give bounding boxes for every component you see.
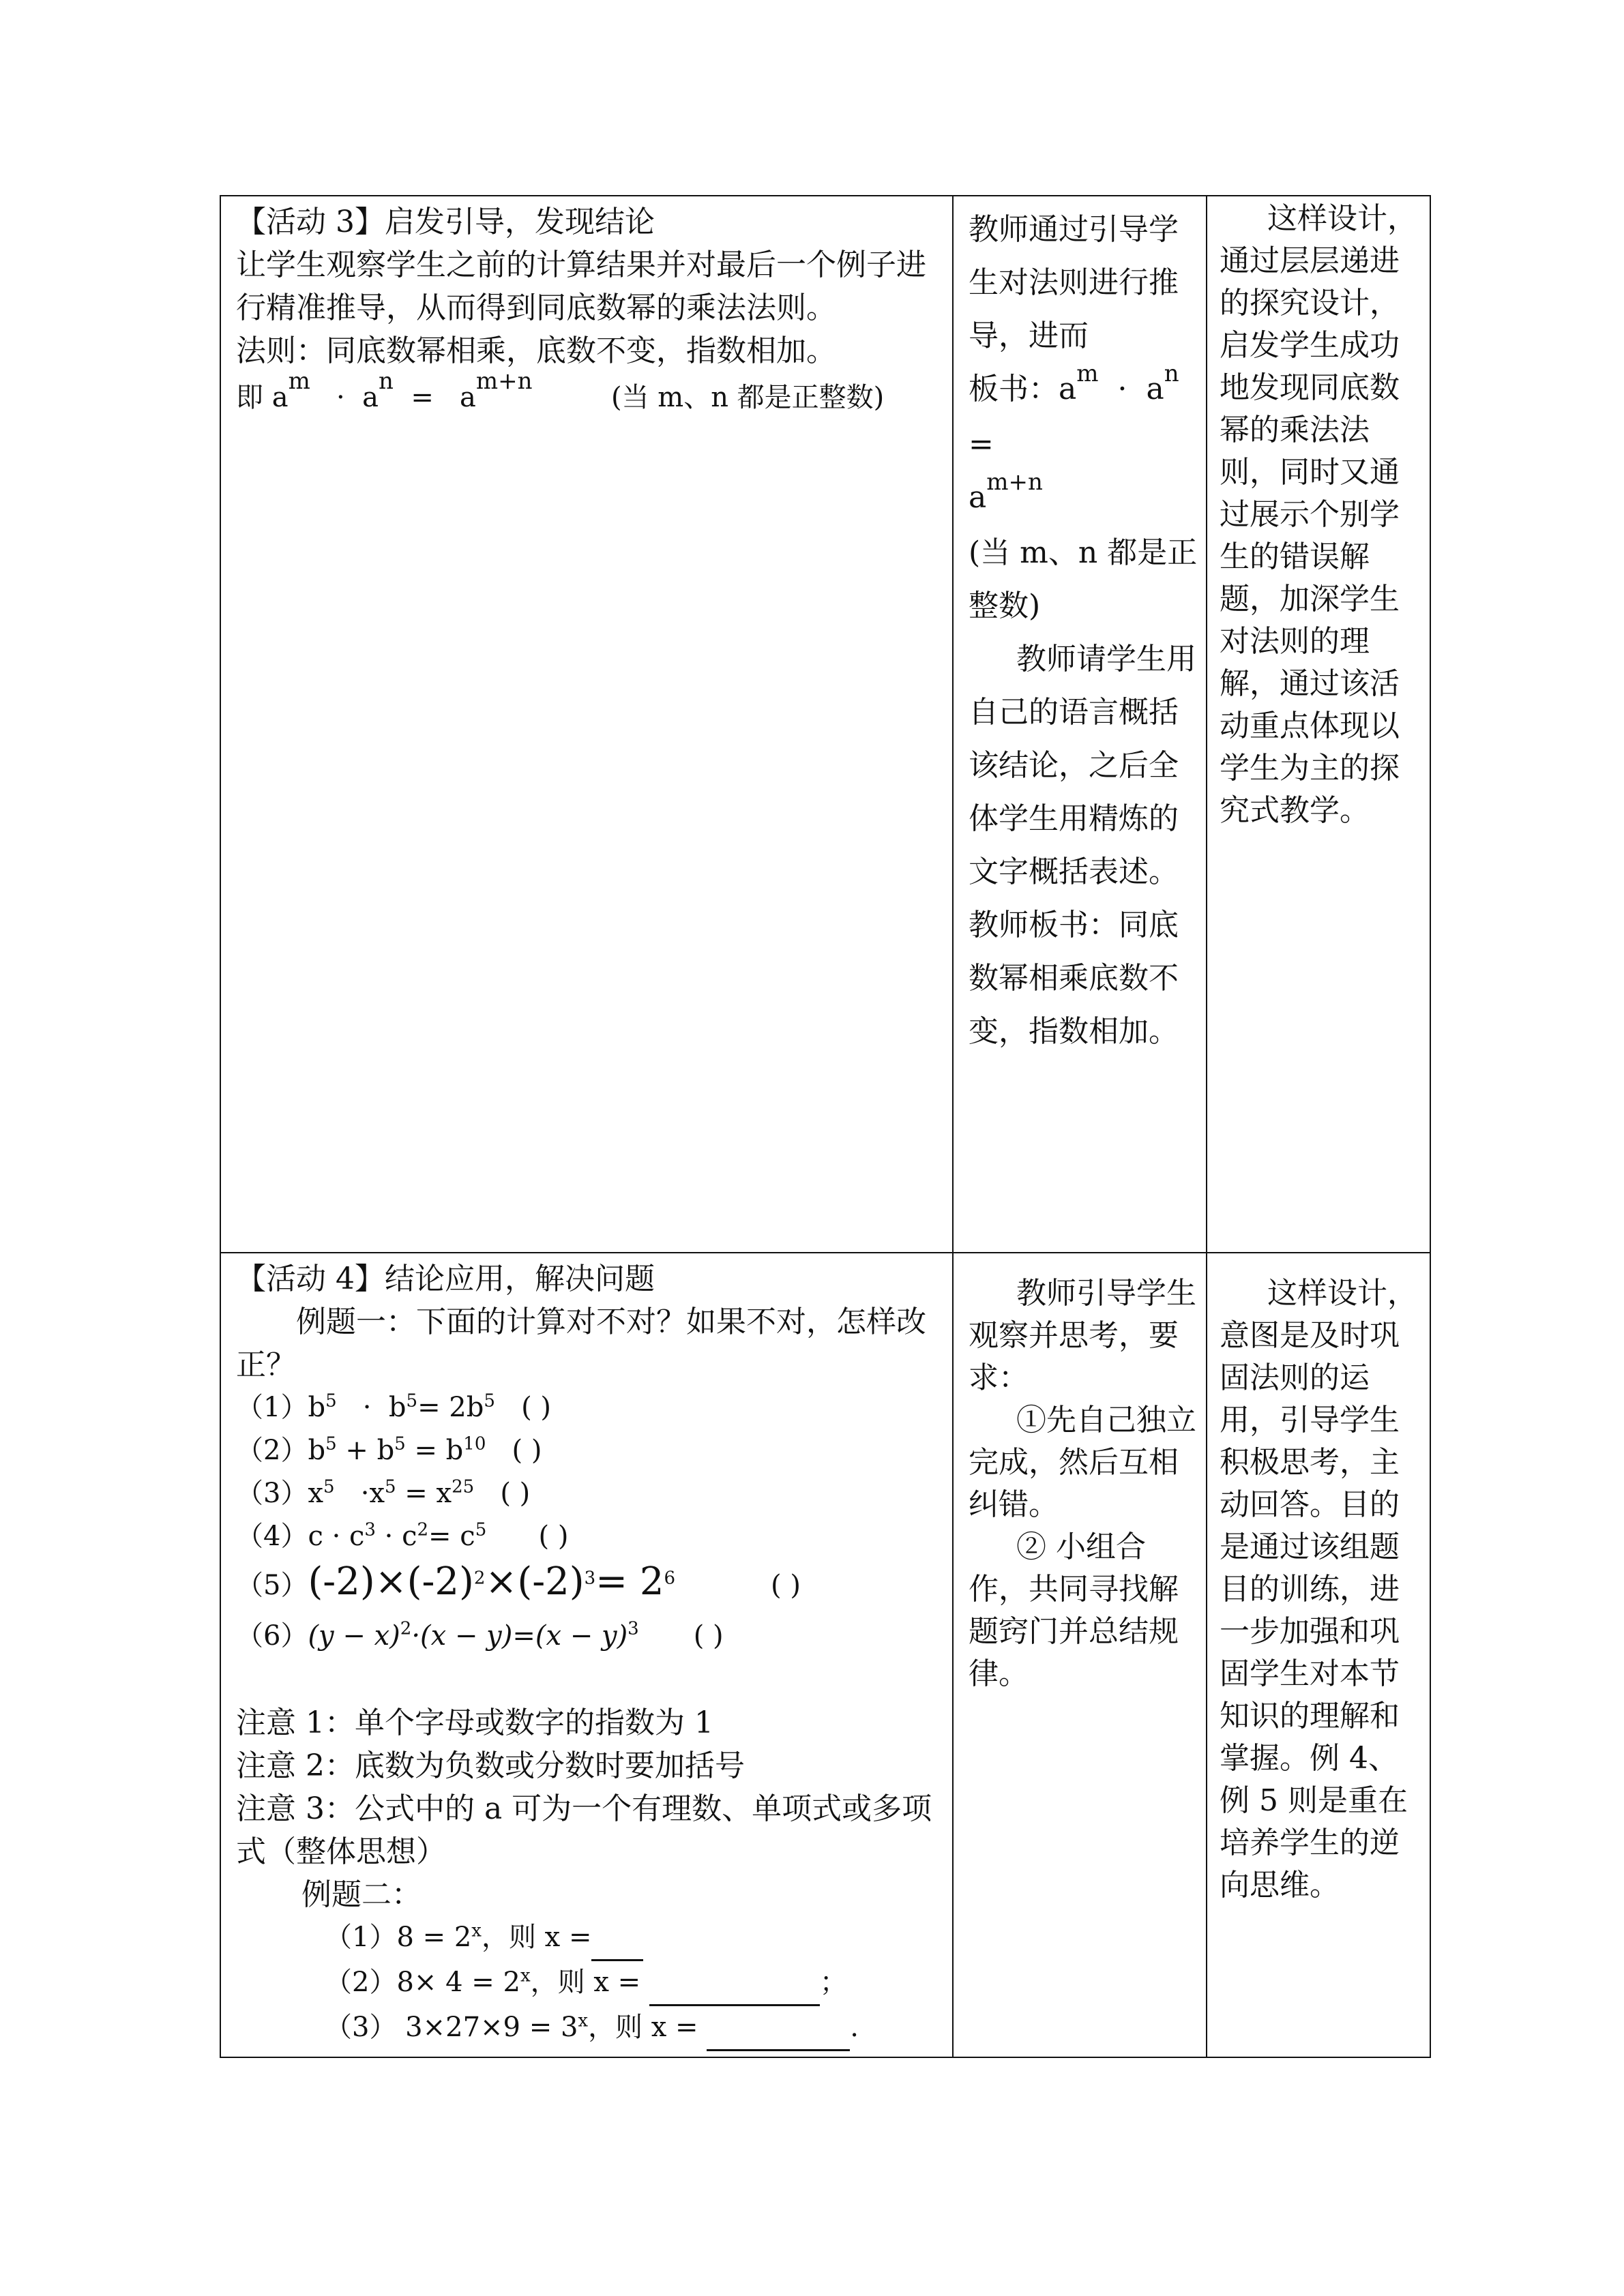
- activity3-design-text: 这样设计， 通过层层递进的探究设计，启发学生成功地发现同底数幂的乘法法则，同时又通过展示个别学生的错误解题，加深学生对法则的理解，通过该活动重点体现以学生为主的探究式教学。: [1220, 201, 1417, 828]
- activity3-teacher-p3: 教师板书：同底数幂相乘底数不变，指数相加。: [969, 908, 1179, 1049]
- example1-item-1: $(1)b^5$ · $b^5= 2b^5$ ( ): [236, 1390, 552, 1423]
- activity4-heading: 【活动 4】结论应用，解决问题: [236, 1262, 655, 1296]
- activity4-teacher-cell: [953, 1253, 1207, 2057]
- activity4-teacher-p2: ①先自己独立完成，然后互相纠错。: [969, 1403, 1196, 1522]
- answer-blank[interactable]: [707, 2006, 850, 2051]
- answer-paren: ( ): [521, 1392, 552, 1423]
- activity3-intro: 让学生观察学生之前的计算结果并对最后一个例子进行精准推导，从而得到同底数幂的乘法法则。: [236, 248, 926, 325]
- activity4-teacher-p1: 教师引导学生观察并思考，要求：: [969, 1276, 1196, 1395]
- activity3-teacher-p2: 教师请学生用自己的语言概括该结论，之后全体学生用精炼的文字概括表述。: [969, 642, 1196, 889]
- activity4-design-text: 这样设计，意图是及时巩固法则的运用，引导学生积极思考，主动回答。目的是通过该组题目的训练，进一步加强和巩固学生对本节知识的理解和掌握。例 4、例 5 则是重在培养学生的逆向思维。: [1220, 1276, 1417, 1903]
- activity3-board-condition: (当 m、n 都是正整数): [969, 535, 1198, 623]
- example1-item-4: $(4)c \cdot c^3 \cdot c^2= c^5$ ( ): [236, 1519, 569, 1552]
- example2-title: 例题二：: [301, 1877, 422, 1912]
- example1-item-2: $(2)b^5 + b^5 = b^{10}$ ( ): [236, 1433, 542, 1466]
- activity4-teacher-p3: ② 小组合作，共同寻找解题窍门并总结规律。: [969, 1530, 1179, 1691]
- activity3-row: [220, 196, 1430, 1253]
- answer-paren: ( ): [500, 1478, 531, 1509]
- note-2: 注意 2：底数为负数或分数时要加括号: [236, 1748, 745, 1783]
- answer-blank[interactable]: [591, 1916, 643, 1961]
- example1-title: 例题一：下面的计算对不对？如果不对，怎样改正？: [236, 1304, 926, 1382]
- example1-item-6: $(6)(y - x)^2\cdot(x - y)=(x - y)^3$ ( ): [236, 1618, 724, 1652]
- note-1: 注意 1：单个字母或数字的指数为 1: [236, 1705, 713, 1740]
- note-3: 注意 3：公式中的 a 可为一个有理数、单项式或多项式（整体思想）: [236, 1791, 932, 1869]
- example2-item-1: $(1)8 = 2^x$，则 x =: [236, 1916, 943, 1961]
- activity3-content-cell: [220, 196, 953, 1253]
- activity3-design-cell: [1207, 196, 1430, 1253]
- activity4-design-cell: [1207, 1253, 1430, 2057]
- answer-paren: ( ): [693, 1620, 724, 1652]
- activity4-row: [220, 1253, 1430, 2057]
- example1-item-5: $(5)(-2)\times(-2)^2\times(-2)^3= 2^6$ ( ): [236, 1560, 801, 1604]
- lesson-plan-table: [220, 195, 1431, 2058]
- answer-paren: ( ): [771, 1570, 801, 1601]
- example2-item-3: （3） $3\times 27\times 9 = 3^x$，则 x = .: [236, 2006, 943, 2051]
- activity3-formula-condition: (当 m、n 都是正整数): [610, 382, 885, 413]
- example2-item-2: $(2)8\times 4 = 2^x$，则 x = ；: [236, 1961, 943, 2006]
- activity3-heading: 【活动 3】启发引导，发现结论: [236, 205, 655, 239]
- activity4-content-cell: [220, 1253, 953, 2057]
- activity3-teacher-cell: [953, 196, 1207, 1253]
- activity3-formula: 即 $a^m \cdot a^n$ = $a^{m+n}$ (当 m、n 都是正整数): [236, 368, 885, 413]
- activity3-board-result: = $a^{m+n}$: [969, 427, 1043, 515]
- activity3-rule: 法则：同底数幂相乘，底数不变，指数相加。: [236, 333, 836, 368]
- answer-paren: ( ): [538, 1521, 569, 1552]
- activity3-board-formula: 板书：$a^m \cdot a^n$: [969, 360, 1179, 406]
- answer-paren: ( ): [512, 1435, 542, 1466]
- example1-item-3: $(3)x^5$ $\cdot x^5 = x^{25}$ ( ): [236, 1476, 531, 1509]
- answer-blank[interactable]: [649, 1961, 820, 2006]
- activity3-teacher-p1: 教师通过引导学生对法则进行推导，进而: [969, 212, 1179, 353]
